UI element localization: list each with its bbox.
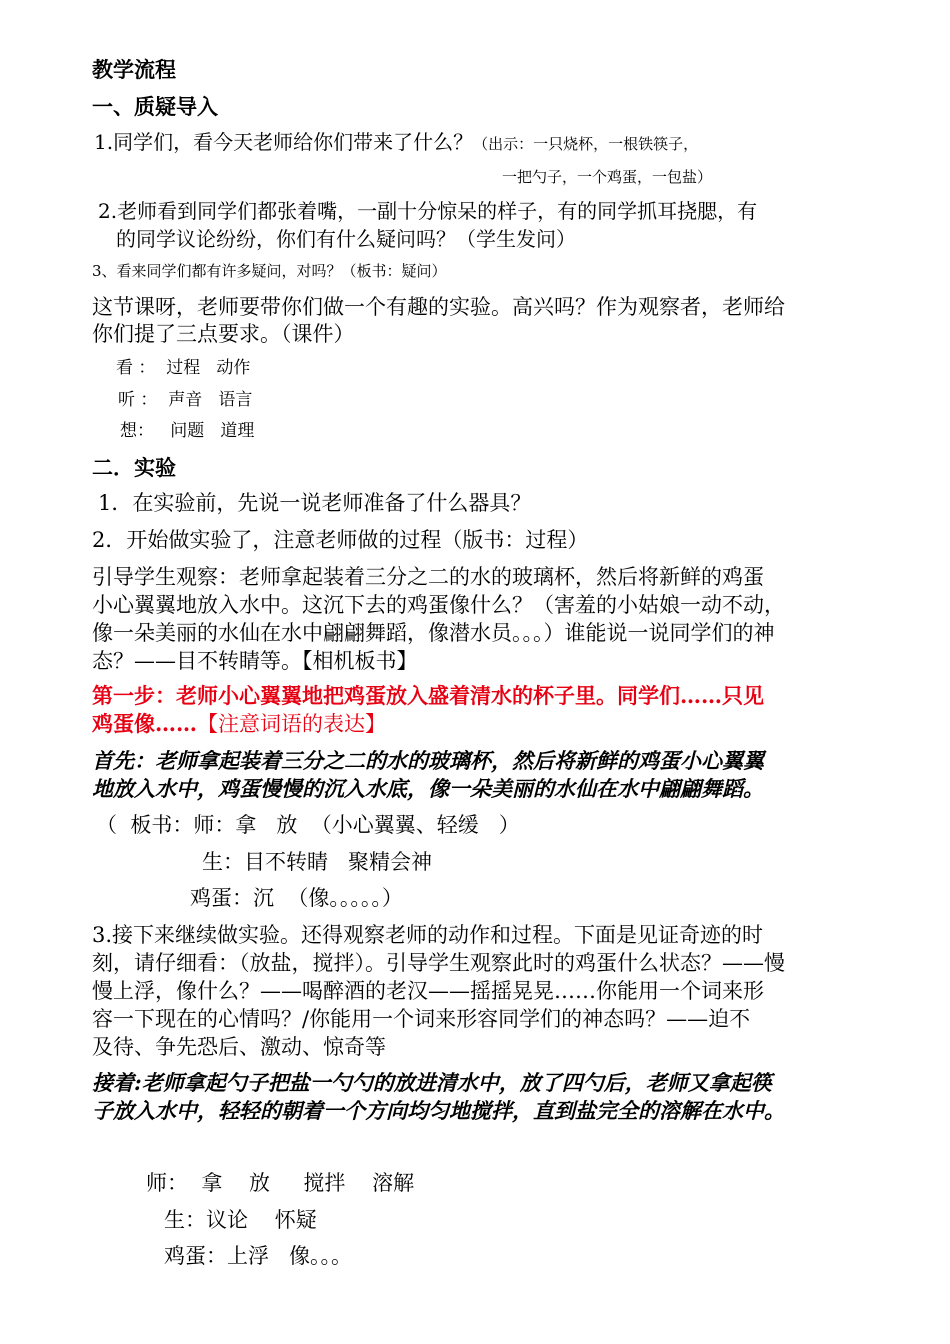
section2-heading: 二．实验 [92,455,176,480]
first-line2: 地放入水中，鸡蛋慢慢的沉入水底，像一朵美丽的水仙在水中翩翩舞蹈。 [92,776,764,801]
board2-students: 生：议论 怀疑 [164,1208,317,1232]
section2-item3-line4: 容一下现在的心情吗？/你能用一个词来形容同学们的神态吗？——迫不 [92,1007,751,1031]
section2-item3-line2: 刻，请仔细看：（放盐，搅拌）。引导学生观察此时的鸡蛋什么状态？——慢 [92,951,785,975]
first-line1: 首先：老师拿起装着三分之二的水的玻璃杯，然后将新鲜的鸡蛋小心翼翼 [92,748,764,773]
section1-item2-line2: 的同学议论纷纷，你们有什么疑问吗？（学生发问） [116,227,576,251]
next-line2: 子放入水中，轻轻的朝着一个方向均匀地搅拌，直到盐完全的溶解在水中。 [92,1098,785,1123]
guide-line1: 引导学生观察：老师拿起装着三分之二的水的玻璃杯，然后将新鲜的鸡蛋 [92,565,764,589]
section1-item1 [94,130,698,155]
section1-item3: 3、看来同学们都有许多疑问，对吗？（板书：疑问） [92,262,447,280]
step1-line1: 第一步：老师小心翼翼地把鸡蛋放入盛着清水的杯子里。同学们……只见 [92,683,764,708]
step1-note: 【注意词语的表达】 [197,712,386,736]
requirement-think: 想： 问题 道理 [120,421,255,441]
section2-item1: 1．在实验前，先说一说老师准备了什么器具？ [98,491,532,515]
section2-item3-line5: 及待、争先恐后、激动、惊奇等 [92,1035,386,1059]
next-line1: 接着:老师拿起勺子把盐一勺勺的放进清水中，放了四勺后，老师又拿起筷 [92,1070,772,1095]
step1-text: 鸡蛋像…… [92,711,197,736]
doc-title: 教学流程 [92,57,176,82]
board2-egg: 鸡蛋：上浮 像。。。 [164,1244,353,1268]
section1-item2-line1: 2.老师看到同学们都张着嘴，一副十分惊呆的样子，有的同学抓耳挠腮，有 [98,199,758,223]
step1-line2 [92,711,386,737]
requirement-listen: 听 ： 声音 语言 [118,390,253,410]
requirement-look: 看 ： 过程 动作 [116,358,251,378]
section2-item3-line3: 慢上浮，像什么？——喝醉酒的老汉——摇摇晃晃……你能用一个词来形 [92,979,764,1003]
board1-egg: 鸡蛋：沉 （像。。。。。） [190,886,403,910]
board1-teacher: （ 板书：师：拿 放 （小心翼翼、轻缓 ） [96,813,520,837]
item1-question: 1.同学们，看今天老师给你们带来了什么？ [94,130,474,154]
guide-line4: 态？——目不转睛等。【相机板书】 [92,649,418,673]
guide-line3: 像一朵美丽的水仙在水中翩翩舞蹈，像潜水员。。。）谁能说一说同学们的神 [92,621,775,645]
intro-line2: 你们提了三点要求。（课件） [92,322,355,346]
section2-item3-line1: 3.接下来继续做实验。还得观察老师的动作和过程。下面是见证奇迹的时 [92,923,764,947]
item1-note-continued: 一把勺子，一个鸡蛋，一包盐） [502,168,713,186]
board1-students: 生：目不转睛 聚精会神 [202,850,433,874]
intro-line1: 这节课呀，老师要带你们做一个有趣的实验。高兴吗？作为观察者，老师给 [92,295,785,319]
section2-item2: 2．开始做实验了，注意老师做的过程（版书：过程） [92,528,589,552]
section1-heading: 一、质疑导入 [92,94,218,119]
board2-teacher: 师： 拿 放 搅拌 溶解 [146,1171,415,1195]
guide-line2: 小心翼翼地放入水中。这沉下去的鸡蛋像什么？（害羞的小姑娘一动不动， [92,593,785,617]
item1-note: （出示：一只烧杯，一根铁筷子， [473,135,699,153]
